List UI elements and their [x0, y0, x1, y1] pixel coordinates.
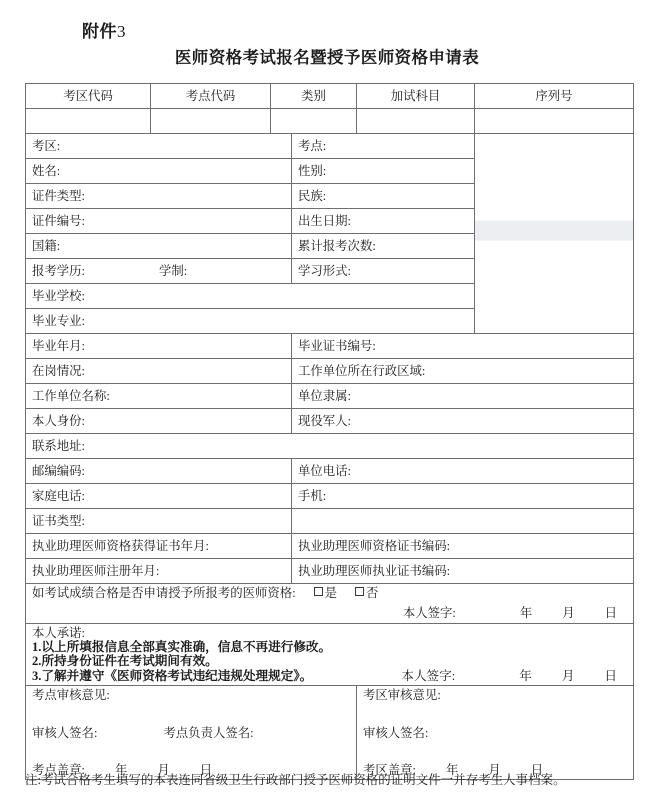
qualification-day[interactable]: 日 — [604, 606, 617, 621]
attachment-label-text: 附件 — [82, 22, 117, 41]
pledge-day[interactable]: 日 — [604, 668, 617, 683]
checkbox-no[interactable] — [355, 586, 378, 600]
header-exam-site-code: 考点代码 — [151, 84, 271, 109]
value-exam-region-code[interactable] — [26, 109, 151, 134]
field-id-number[interactable]: 证件编号: — [26, 209, 292, 234]
approval-site-day[interactable]: 日 — [199, 762, 213, 777]
row-homephone-mobile — [26, 484, 634, 509]
field-employment-status[interactable]: 在岗情况: — [26, 359, 292, 384]
field-education-applied[interactable] — [26, 259, 292, 284]
field-work-unit-region[interactable]: 工作单位所在行政区域: — [292, 359, 634, 384]
approval-site-reviewer-signature[interactable]: 审核人签名: — [32, 726, 98, 741]
checkbox-yes-box[interactable] — [314, 587, 323, 596]
approval-site-year[interactable]: 年 — [115, 762, 128, 777]
code-header-row — [26, 84, 634, 109]
field-certificate-type-value[interactable] — [292, 509, 634, 534]
field-unit-affiliation[interactable]: 单位隶属: — [292, 384, 634, 409]
pledge-item-3: 3.了解并遵守《医师资格考试违纪违规处理规定》。 — [32, 668, 313, 683]
field-contact-address[interactable]: 联系地址: — [26, 434, 634, 459]
field-education-applied-label: 报考学历: — [32, 263, 86, 278]
row-graddate-diploma — [26, 334, 634, 359]
field-birth-date[interactable]: 出生日期: — [292, 209, 475, 234]
field-cumulative-attempts[interactable]: 累计报考次数: — [292, 234, 475, 259]
row-contact-address — [26, 434, 634, 459]
approval-region-year[interactable]: 年 — [446, 762, 459, 777]
field-name[interactable]: 姓名: — [26, 159, 292, 184]
qualification-checkbox-group — [314, 586, 397, 600]
page-title: 医师资格考试报名暨授予医师资格申请表 — [174, 48, 480, 67]
pledge-year[interactable]: 年 — [519, 668, 532, 683]
value-category[interactable] — [271, 109, 357, 134]
approval-site-head-signature[interactable]: 考点负责人签名: — [163, 726, 254, 741]
field-work-unit-name[interactable]: 工作单位名称: — [26, 384, 292, 409]
field-ethnicity[interactable]: 民族: — [292, 184, 475, 209]
value-extra-subject[interactable] — [357, 109, 475, 134]
row-assistant-cert — [26, 534, 634, 559]
header-category: 类别 — [271, 84, 357, 109]
qualification-request-cell — [26, 584, 634, 624]
qualification-signature-label[interactable]: 本人签字: — [402, 606, 456, 621]
pledge-month[interactable]: 月 — [561, 668, 575, 683]
field-postal-code[interactable]: 邮编编码: — [26, 459, 292, 484]
pledge-item-1: 1.以上所填报信息全部真实准确，信息不再进行修改。 — [32, 639, 332, 654]
approval-region-opinion-label[interactable]: 考区审核意见: — [363, 688, 441, 703]
qualification-month[interactable]: 月 — [562, 606, 575, 621]
footnote: 注:考试合格考生填写的本表连同省级卫生行政部门授予医师资格的证明文件一并存考生人事档案。 — [25, 773, 566, 787]
approval-region-day[interactable]: 日 — [530, 762, 544, 777]
field-graduation-school[interactable]: 毕业学校: — [26, 284, 475, 309]
header-serial-number: 序列号 — [475, 84, 634, 109]
approval-region-seal-label[interactable]: 考区盖章: — [363, 762, 417, 777]
field-assistant-cert-date[interactable]: 执业助理医师资格获得证书年月: — [26, 534, 292, 559]
row-postal-unitphone — [26, 459, 634, 484]
approval-site-signature-row — [32, 726, 350, 740]
field-exam-site[interactable]: 考点: — [292, 134, 475, 159]
field-active-military[interactable]: 现役军人: — [292, 409, 634, 434]
row-qualification-request — [26, 584, 634, 624]
field-study-form[interactable]: 学习形式: — [292, 259, 475, 284]
header-extra-subject: 加试科目 — [357, 84, 475, 109]
qualification-request-line — [32, 586, 627, 600]
field-gender[interactable]: 性别: — [292, 159, 475, 184]
row-pledge — [26, 623, 634, 686]
field-home-phone[interactable]: 家庭电话: — [26, 484, 292, 509]
pledge-signature-line — [401, 669, 627, 683]
field-certificate-type[interactable]: 证书类型: — [26, 509, 292, 534]
qualification-question: 如考试成绩合格是否申请授予所报考的医师资格: — [32, 586, 296, 600]
field-assistant-cert-number[interactable]: 执业助理医师资格证书编码: — [292, 534, 634, 559]
row-approval — [26, 686, 634, 780]
pledge-item-2: 2.所持身份证件在考试期间有效。 — [32, 654, 218, 669]
row-unitname-affiliation — [26, 384, 634, 409]
checkbox-yes-label: 是 — [324, 586, 338, 600]
approval-region-signature-row — [363, 726, 627, 740]
qualification-signature-line — [32, 606, 627, 620]
pledge-heading: 本人承诺: — [32, 625, 86, 640]
pledge-item-3-row — [32, 669, 627, 683]
pledge-signature-label[interactable]: 本人签字: — [401, 668, 456, 683]
attachment-label — [82, 17, 126, 42]
application-form-table — [25, 83, 634, 780]
field-graduation-date[interactable]: 毕业年月: — [26, 334, 292, 359]
pledge-cell — [26, 623, 634, 686]
row-employment-unitregion — [26, 359, 634, 384]
field-assistant-register-date[interactable]: 执业助理医师注册年月: — [26, 559, 292, 584]
field-personal-identity[interactable]: 本人身份: — [26, 409, 292, 434]
checkbox-no-box[interactable] — [355, 587, 364, 596]
approval-site-cell — [26, 686, 357, 780]
checkbox-yes[interactable] — [314, 586, 337, 600]
field-schooling-system-label: 学制: — [159, 263, 188, 278]
row-identity-military — [26, 409, 634, 434]
checkbox-no-label: 否 — [366, 586, 379, 600]
row-certificate-type — [26, 509, 634, 534]
code-value-row — [26, 109, 634, 134]
approval-region-month[interactable]: 月 — [488, 762, 501, 777]
attachment-number: 3 — [117, 22, 126, 41]
photo-serial-area[interactable] — [475, 134, 634, 334]
header-exam-region-code: 考区代码 — [26, 84, 151, 109]
approval-site-month[interactable]: 月 — [157, 762, 170, 777]
approval-site-seal-label[interactable]: 考点盖章: — [32, 762, 86, 777]
field-assistant-practice-cert-number[interactable]: 执业助理医师执业证书编码: — [292, 559, 634, 584]
field-unit-phone[interactable]: 单位电话: — [292, 459, 634, 484]
field-exam-region[interactable]: 考区: — [26, 134, 292, 159]
value-exam-site-code[interactable] — [151, 109, 271, 134]
row-exam-region — [26, 134, 634, 159]
field-diploma-number[interactable]: 毕业证书编号: — [292, 334, 634, 359]
approval-region-cell — [357, 686, 634, 780]
qualification-year[interactable]: 年 — [519, 606, 533, 621]
field-nationality[interactable]: 国籍: — [26, 234, 292, 259]
field-id-type[interactable]: 证件类型: — [26, 184, 292, 209]
value-serial-number[interactable] — [475, 109, 634, 134]
row-assistant-register — [26, 559, 634, 584]
approval-region-reviewer-signature[interactable]: 审核人签名: — [363, 726, 429, 741]
field-graduation-major[interactable]: 毕业专业: — [26, 309, 475, 334]
approval-site-opinion-label[interactable]: 考点审核意见: — [32, 688, 110, 703]
field-mobile-phone[interactable]: 手机: — [292, 484, 634, 509]
